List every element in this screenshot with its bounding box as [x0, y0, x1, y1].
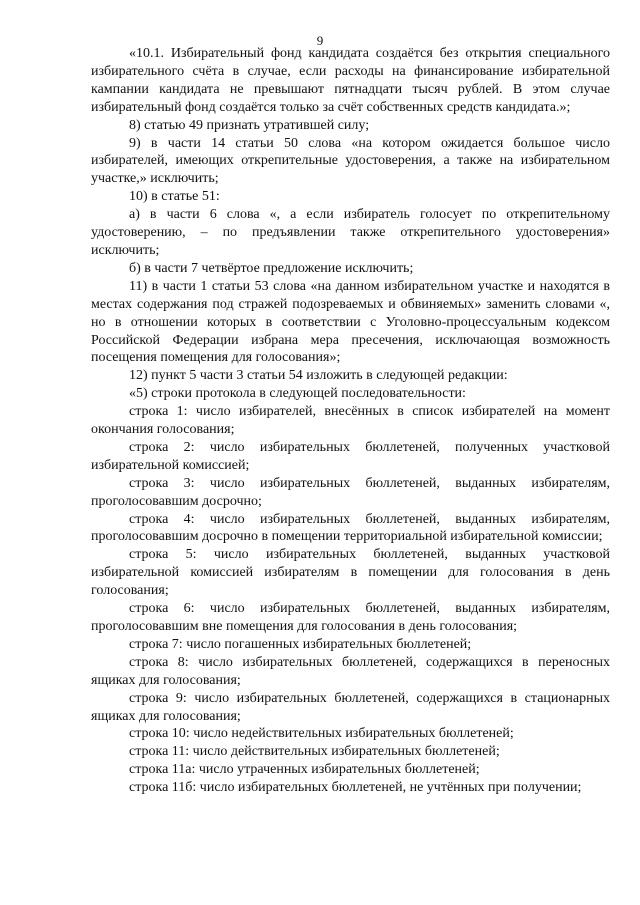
- paragraph: а) в части 6 слова «, а если избиратель голосует по открепительному удостоверению, – по предъявлении также открепительного удостоверения» исключить;: [91, 207, 610, 258]
- paragraph: 8) статью 49 признать утратившей силу;: [129, 117, 370, 133]
- paragraph: 10) в статье 51:: [129, 189, 220, 205]
- page-number: 9: [316, 33, 324, 48]
- paragraph: строка 2: число избирательных бюллетеней, полученных участковой избирательной комиссией;: [91, 439, 610, 473]
- paragraph: строка 1: число избирателей, внесённых в список избирателей на момент окончания голосования;: [91, 404, 610, 438]
- paragraph: строка 4: число избирательных бюллетеней, выданных избирателям, проголосовавшим досрочно в помещении территориальной избирательной комиссии;: [91, 511, 610, 545]
- paragraph: 12) пункт 5 части 3 статьи 54 изложить в следующей редакции:: [129, 368, 508, 384]
- paragraph: строка 11б: число избирательных бюллетеней, не учтённых при получении;: [129, 780, 582, 796]
- paragraph: 9) в части 14 статьи 50 слова «на котором ожидается большое число избирателей, имеющих открепительные удостоверения, а также на избирательном участке,» исключить;: [91, 135, 610, 187]
- paragraph: строка 5: число избирательных бюллетеней, выданных участковой избирательной комиссией избирателям в помещении для голосования в день голосования;: [91, 547, 610, 599]
- paragraph: строка 6: число избирательных бюллетеней, выданных избирателям, проголосовавшим вне помещения для голосования в день голосования;: [91, 601, 610, 634]
- paragraph: строка 9: число избирательных бюллетеней, содержащихся в стационарных ящиках для голосования;: [91, 690, 610, 724]
- paragraph: 11) в части 1 статьи 53 слова «на данном избирательном участке и находятся в местах содержания под стражей подозреваемых и обвиняемых» заменить словами «, но в отношении которых в соответствии с Уголовно-процессуальным кодексом Российской Федерации избрана мера пресечения, исключающая возможность посещения помещения для голосования»;: [91, 278, 610, 366]
- document-body: [91, 45, 610, 797]
- paragraph: «10.1. Избирательный фонд кандидата создаётся без открытия специального избирательного счёта в случае, если расходы на финансирование избирательной кампании кандидата не превышают пятнадцати тысяч рублей. В этом случае избирательный фонд создаётся только за счёт собственных средств кандидата.»;: [91, 46, 610, 115]
- paragraph: строка 11: число действительных избирательных бюллетеней;: [129, 744, 500, 760]
- paragraph: строка 10: число недействительных избирательных бюллетеней;: [129, 726, 514, 742]
- paragraph: «5) строки протокола в следующей последовательности:: [129, 386, 466, 402]
- paragraph: строка 7: число погашенных избирательных бюллетеней;: [129, 636, 472, 652]
- paragraph: строка 3: число избирательных бюллетеней, выданных избирателям, проголосовавшим досрочно;: [91, 475, 610, 509]
- paragraph: б) в части 7 четвёртое предложение исключить;: [129, 260, 414, 276]
- paragraph: строка 11а: число утраченных избирательных бюллетеней;: [129, 762, 480, 778]
- paragraph: строка 8: число избирательных бюллетеней, содержащихся в переносных ящиках для голосования;: [91, 654, 610, 688]
